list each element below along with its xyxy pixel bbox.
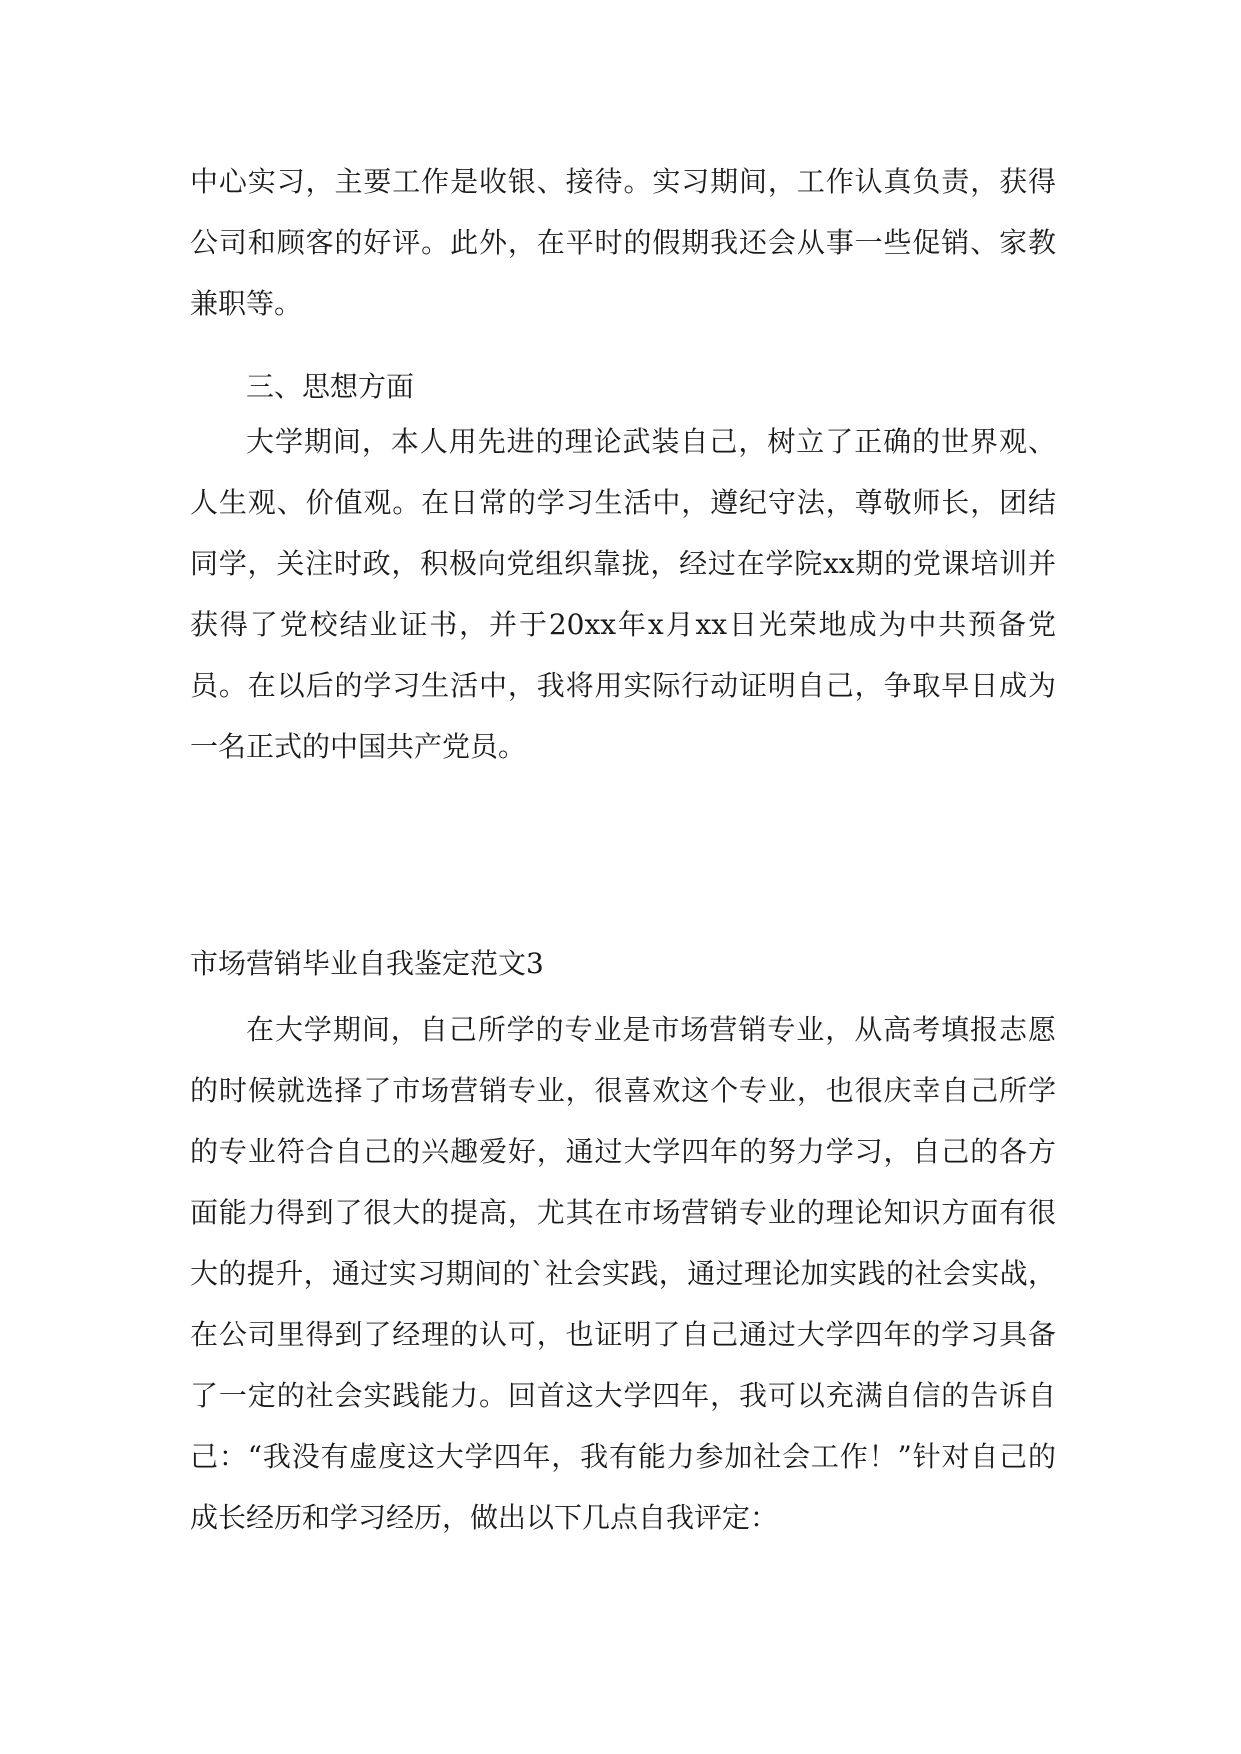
section-heading-thought: 三、思想方面 <box>246 370 415 403</box>
article-heading: 市场营销毕业自我鉴定范文3 <box>190 947 544 980</box>
paragraph-self-evaluation: 在大学期间，自己所学的专业是市场营销专业，从高考填报志愿的时候就选择了市场营销专业，很喜欢这个专业，也很庆幸自己所学的专业符合自己的兴趣爱好，通过大学四年的努力学习，自己的各方面能力得到了很大的提高，尤其在市场营销专业的理论知识方面有很大的提升，通过实习期间的`社会实践，通过理论加实践的社会实战，在公司里得到了经理的认可，也证明了自己通过大学四年的学习具备了一定的社会实践能力。回首这大学四年，我可以充满自信的告诉自己：“我没有虚度这大学四年，我有能力参加社会工作！”针对自己的成长经历和学习经历，做出以下几点自我评定： <box>190 1013 1056 1534</box>
paragraph-thought: 大学期间，本人用先进的理论武装自己，树立了正确的世界观、人生观、价值观。在日常的学习生活中，遵纪守法，尊敬师长，团结同学，关注时政，积极向党组织靠拢，经过在学院xx期的党课培训并获得了党校结业证书，并于20xx年x月xx日光荣地成为中共预备党员。在以后的学习生活中，我将用实际行动证明自己，争取早日成为一名正式的中国共产党员。 <box>190 425 1056 763</box>
paragraph-internship: 中心实习，主要工作是收银、接待。实习期间，工作认真负责，获得公司和顾客的好评。此外，在平时的假期我还会从事一些促销、家教兼职等。 <box>190 165 1056 320</box>
